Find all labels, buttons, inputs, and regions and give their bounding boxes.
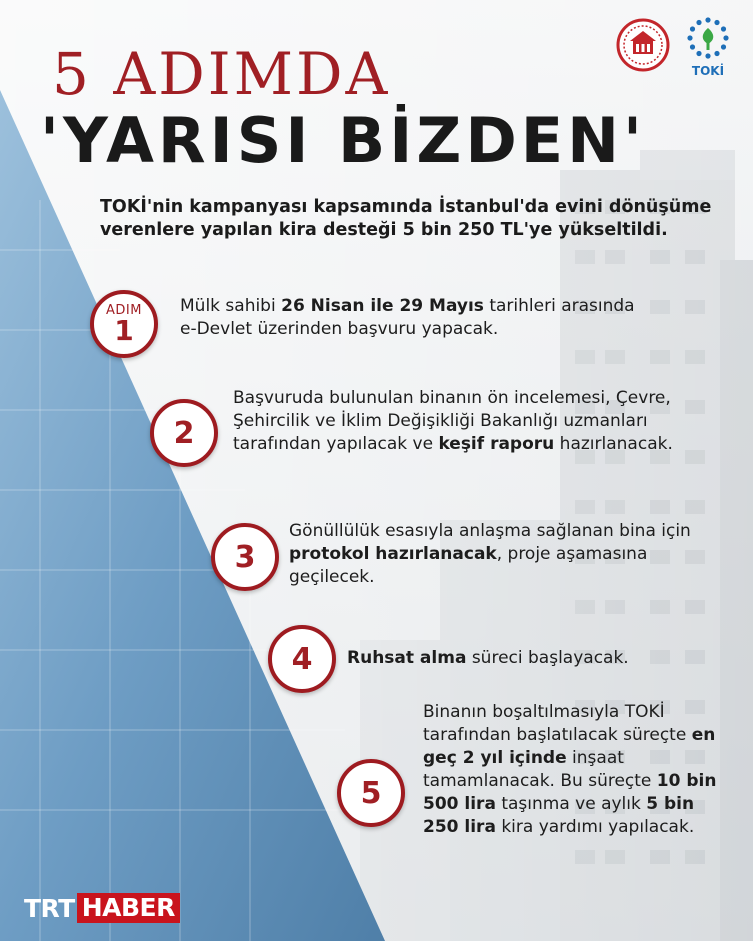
step-1-badge xyxy=(90,290,158,358)
step-2-text: Başvuruda bulunulan binanın ön incelemesi, Çevre, Şehircilik ve İklim Değişikliği Bakanlığı uzmanları tarafından yapılacak ve keşif raporu hazırlanacak. xyxy=(233,388,673,454)
step-3-badge xyxy=(211,523,279,591)
step-4-badge xyxy=(268,625,336,693)
toki-emblem-icon xyxy=(686,16,730,60)
subtitle: TOKİ'nin kampanyası kapsamında İstanbul'da evini dönüşüme verenlere yapılan kira desteği 5 bin 250 TL'ye yükseltildi. xyxy=(100,197,712,240)
step-3-text: Gönüllülük esasıyla anlaşma sağlanan bina için protokol hazırlanacak, proje aşamasına geçilecek. xyxy=(289,521,691,587)
title-line-1: 5 ADIMDA xyxy=(52,40,391,108)
step-number: 4 xyxy=(291,641,313,677)
toki-logo xyxy=(686,16,730,76)
step-number: 2 xyxy=(173,415,195,451)
step-label: ADIM xyxy=(106,302,142,318)
toki-wordmark: TOKİ xyxy=(691,64,725,78)
step-number: 5 xyxy=(360,775,382,811)
ministry-logo xyxy=(616,18,670,72)
step-1-text: Mülk sahibi 26 Nisan ile 29 Mayıs tarihleri arasında e-Devlet üzerinden başvuru yapacak. xyxy=(180,296,635,339)
trt-wordmark: TRT xyxy=(24,893,75,923)
haber-wordmark: HABER xyxy=(77,893,180,923)
step-number: 1 xyxy=(114,313,134,347)
title-line-2: 'YARISI BİZDEN' xyxy=(40,104,647,177)
step-4-text: Ruhsat alma süreci başlayacak. xyxy=(347,648,629,668)
step-5-badge xyxy=(337,759,405,827)
step-5-text: Binanın boşaltılmasıyla TOKİ tarafından başlatılacak süreçte en geç 2 yıl içinde inşaat tamamlanacak. Bu süreçte 10 bin 500 lira taşınma ve aylık 5 bin 250 lira kira yardımı yapılacak. xyxy=(423,702,717,837)
trt-haber-logo xyxy=(24,893,180,923)
step-2-badge xyxy=(150,399,218,467)
step-number: 3 xyxy=(234,539,256,575)
